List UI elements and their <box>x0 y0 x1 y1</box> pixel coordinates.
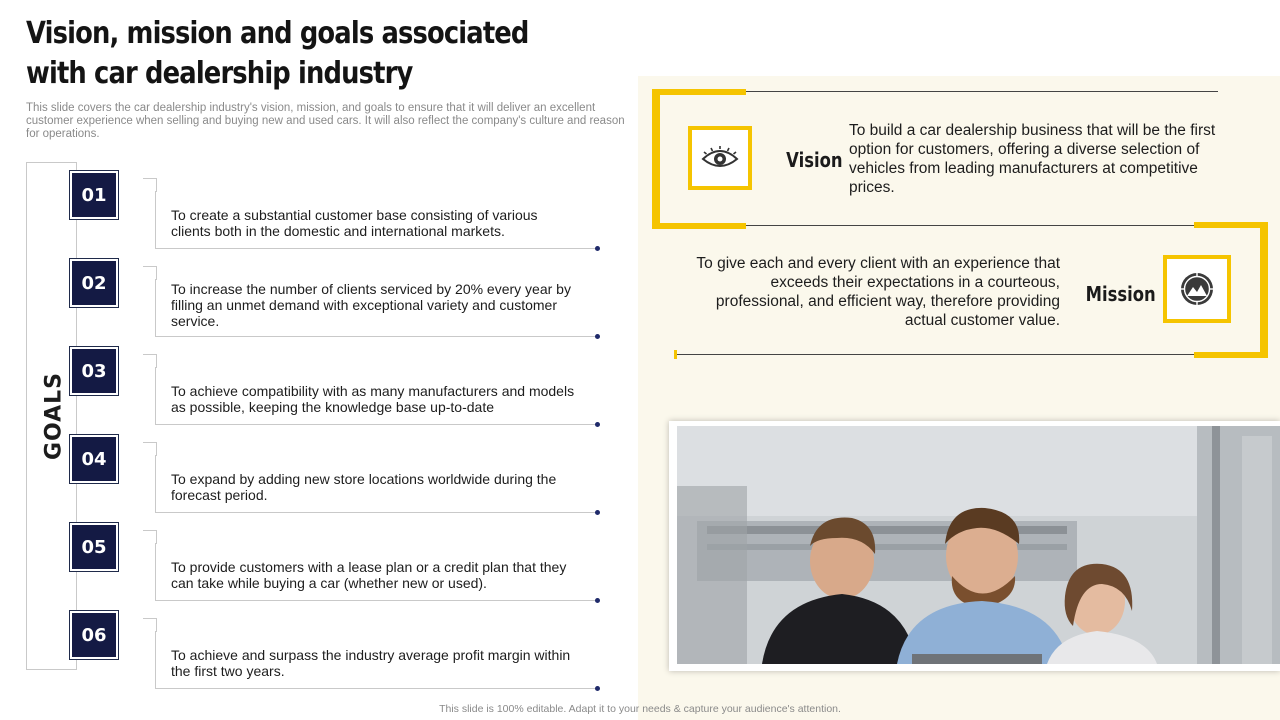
mission-frame-bottom <box>1194 352 1268 358</box>
goal-connector <box>143 178 157 192</box>
goal-number-badge <box>69 434 119 484</box>
target-icon <box>1178 270 1216 308</box>
goal-connector <box>143 442 157 456</box>
goal-number: 06 <box>72 613 116 657</box>
goal-dot <box>595 334 600 339</box>
goal-text: To create a substantial customer base consisting of various clients both in the domestic and international markets. <box>171 207 538 239</box>
goal-dot <box>595 510 600 515</box>
goal-text: To expand by adding new store locations worldwide during the forecast period. <box>171 471 557 503</box>
goal-number: 03 <box>72 349 116 393</box>
goal-item <box>155 455 597 513</box>
vision-frame-left <box>652 89 660 229</box>
mission-divider-tick <box>674 350 677 359</box>
goal-number: 04 <box>72 437 116 481</box>
vision-divider-top <box>746 91 1218 92</box>
goal-item <box>155 191 597 249</box>
goal-text: To increase the number of clients serviced by 20% every year by filling an unmet demand with exceptional variety and customer service. <box>171 281 571 329</box>
goal-number-badge <box>69 170 119 220</box>
goal-connector <box>143 354 157 368</box>
vision-divider-bottom <box>746 225 1198 226</box>
goal-item <box>155 543 597 601</box>
goal-number: 05 <box>72 525 116 569</box>
goal-connector <box>143 266 157 280</box>
goal-item <box>155 631 597 689</box>
goal-item <box>155 367 597 425</box>
goal-connector <box>143 530 157 544</box>
goal-number-badge <box>69 346 119 396</box>
goal-dot <box>595 246 600 251</box>
goal-text: To achieve and surpass the industry average profit margin within the first two years. <box>171 647 571 679</box>
goal-text: To achieve compatibility with as many manufacturers and models as possible, keeping the knowledge base up-to-date <box>171 383 575 415</box>
photo-frame <box>669 421 1280 671</box>
team-photo <box>677 426 1280 664</box>
mission-text: To give each and every client with an experience that exceeds their expectations in a courteous, professional, and efficient way, therefore providing actual customer value. <box>696 255 1060 329</box>
team-photo-illustration <box>677 426 1280 664</box>
mission-label: Mission <box>1085 282 1156 306</box>
footer-note: This slide is 100% editable. Adapt it to your needs & capture your audience's attention. <box>439 703 841 715</box>
goal-number: 02 <box>72 261 116 305</box>
goal-dot <box>595 422 600 427</box>
page-subtitle: This slide covers the car dealership industry's vision, mission, and goals to ensure that it will deliver an excellent customer experience when selling and buying new and used cars. It will also reflect the company's culture and reason for operations. <box>26 102 625 140</box>
goal-number-badge <box>69 522 119 572</box>
eye-icon <box>700 145 740 171</box>
goal-text: To provide customers with a lease plan or a credit plan that they can take while buying a car (whether new or used). <box>171 559 567 591</box>
vision-frame-bottom <box>652 223 746 229</box>
goal-dot <box>595 598 600 603</box>
goal-connector <box>143 618 157 632</box>
mission-frame-top <box>1194 222 1268 228</box>
mission-icon-box <box>1163 255 1231 323</box>
goal-number: 01 <box>72 173 116 217</box>
goals-label: GOALS <box>41 371 67 461</box>
goal-item <box>155 279 597 337</box>
mission-divider-bottom <box>676 354 1194 355</box>
vision-text: To build a car dealership business that will be the first option for customers, offering a diverse selection of vehicles from leading manufacturers at competitive prices. <box>849 122 1216 196</box>
vision-icon-box <box>688 126 752 190</box>
vision-frame-top <box>652 89 746 95</box>
goal-number-badge <box>69 610 119 660</box>
goal-number-badge <box>69 258 119 308</box>
page-title: Vision, mission and goals associated with car dealership industry <box>26 16 529 91</box>
goal-dot <box>595 686 600 691</box>
vision-label: Vision <box>786 148 843 172</box>
mission-frame-right <box>1260 222 1268 358</box>
